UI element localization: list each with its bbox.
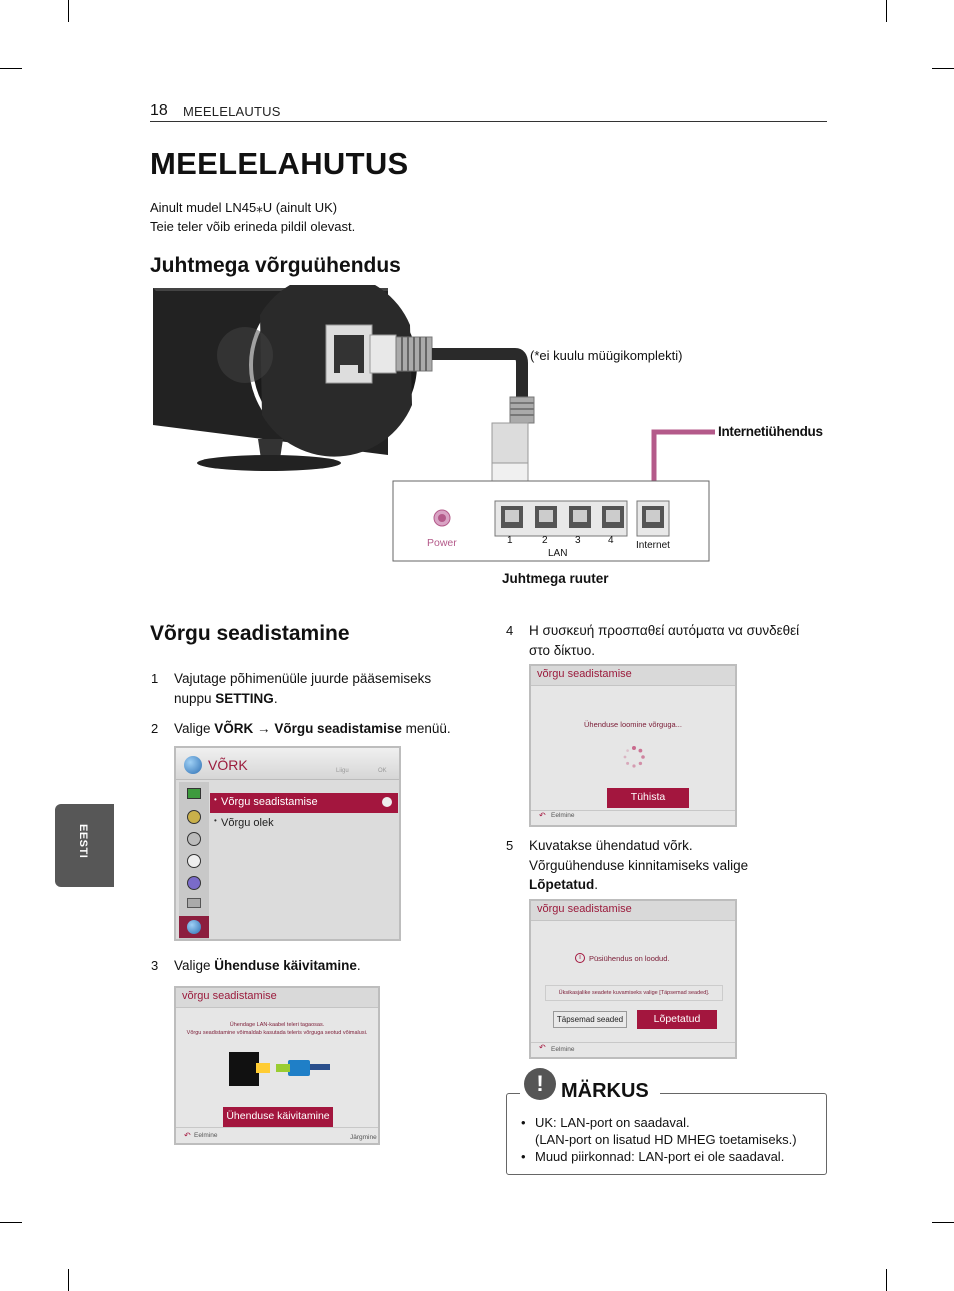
- globe-icon: [187, 920, 201, 934]
- divider: [176, 1127, 378, 1128]
- back-icon: ↶: [539, 811, 546, 820]
- prev-button[interactable]: Eelmine: [194, 1132, 218, 1139]
- network-icon-selected[interactable]: [179, 916, 209, 938]
- ok-icon: [382, 797, 392, 807]
- back-icon: ↶: [539, 1043, 546, 1052]
- crop-mark: [68, 1269, 69, 1291]
- router-caption: Juhtmega ruuter: [502, 571, 609, 586]
- step-text: menüü.: [401, 721, 451, 736]
- note-title: MÄRKUS: [561, 1080, 649, 1102]
- lan-port-number: 2: [542, 535, 548, 546]
- instruction-line: Ühendage LAN-kaabel teleri tagaosas.: [229, 1022, 325, 1028]
- note-text: (LAN-port on lisatud HD MHEG toetamiseks.): [535, 1132, 797, 1147]
- spinner-icon: [623, 746, 645, 768]
- step-text: στο δίκτυο.: [529, 643, 595, 658]
- crop-mark: [886, 0, 887, 22]
- screen-title: võrgu seadistamise: [531, 666, 735, 686]
- crop-mark: [886, 1269, 887, 1291]
- lock-icon[interactable]: [187, 876, 201, 890]
- note-list: [521, 1114, 797, 1165]
- screen-connect: [174, 986, 380, 1145]
- screen-progress: [529, 664, 737, 827]
- back-icon: ↶: [184, 1131, 191, 1140]
- info-icon: i: [575, 953, 585, 963]
- step-text: Valige: [174, 721, 215, 736]
- step-text: Valige: [174, 958, 215, 973]
- lan-cable-icon: [310, 1064, 330, 1070]
- step-text: .: [273, 691, 278, 706]
- crop-mark: [932, 1222, 954, 1223]
- crop-mark: [932, 68, 954, 69]
- step-number: 1: [151, 671, 159, 686]
- language-tab: [55, 804, 114, 887]
- menu-title: VÕRK: [208, 757, 248, 773]
- lan-port-number: 4: [608, 535, 614, 546]
- start-connection-button[interactable]: Ühenduse käivitamine: [223, 1107, 333, 1127]
- crop-mark: [0, 1222, 22, 1223]
- crop-mark: [0, 68, 22, 69]
- step-number: 4: [506, 623, 514, 638]
- screen-title: võrgu seadistamise: [176, 988, 378, 1008]
- setup-heading: Võrgu seadistamine: [150, 622, 350, 645]
- screen-done: [529, 899, 737, 1059]
- step-text: Vajutage põhimenüüle juurde pääsemiseks: [174, 671, 432, 686]
- intro-line: Ainult mudel LN45⁎U (ainult UK): [150, 200, 338, 215]
- bullet: •: [214, 816, 217, 825]
- power-label: Power: [427, 537, 457, 549]
- exclamation-icon: !: [524, 1068, 556, 1100]
- menu-item-network-setup[interactable]: [210, 793, 398, 813]
- note-text: UK: LAN-port on saadaval.: [535, 1115, 690, 1130]
- note-text: Muud piirkonnad: LAN-port ei ole saadaval.: [535, 1149, 785, 1164]
- internet-port-label: Internet: [636, 540, 670, 551]
- option-icon[interactable]: [187, 898, 201, 908]
- lan-label: LAN: [548, 548, 568, 559]
- divider: [531, 810, 735, 811]
- menu-item-label: Võrgu olek: [221, 817, 274, 829]
- step-number: 2: [151, 721, 159, 736]
- step-bold: Võrgu seadistamise: [274, 721, 402, 736]
- tv-icon[interactable]: [187, 788, 201, 799]
- step-number: 5: [506, 838, 514, 853]
- note-item: [521, 1148, 797, 1165]
- lan-plug-icon: [256, 1063, 270, 1073]
- lan-plug-icon: [276, 1064, 290, 1072]
- step-text: nuppu: [174, 691, 216, 706]
- header-rule: [150, 121, 827, 122]
- step-3: [174, 956, 361, 976]
- language-tab-label: EESTI: [77, 824, 89, 859]
- running-header: MEELELAUTUS: [183, 104, 281, 119]
- step-2: [174, 719, 451, 739]
- step-text: Η συσκευή προσπαθεί αυτόματα να συνδεθεί: [529, 623, 800, 638]
- step-number: 3: [151, 958, 159, 973]
- bullet: •: [521, 1149, 526, 1164]
- menu-item-label: Võrgu seadistamise: [221, 796, 318, 808]
- step-text: .: [356, 958, 361, 973]
- internet-cable: [654, 432, 715, 485]
- tv-stand: [197, 455, 341, 471]
- lan-port-number: 1: [507, 535, 513, 546]
- screen-network-menu: [174, 746, 401, 941]
- crop-mark: [68, 0, 69, 22]
- instruction-line: Võrgu seadistamine võimaldab kasutada teleris võrguga seotud võimalusi.: [186, 1030, 368, 1036]
- prev-button[interactable]: Eelmine: [551, 812, 575, 819]
- success-message: Püsiühendus on loodud.: [589, 954, 670, 963]
- cancel-button[interactable]: Tühista: [607, 788, 689, 808]
- step-bold: Lõpetatud: [529, 877, 595, 892]
- tv-icon: [229, 1052, 259, 1086]
- intro-line: Teie teler võib erineda pildil olevast.: [150, 219, 356, 234]
- menu-icon-column: [179, 782, 209, 939]
- clock-icon[interactable]: [187, 854, 201, 868]
- audio-icon[interactable]: [187, 832, 201, 846]
- menu-item-network-status[interactable]: [210, 814, 398, 834]
- step-text: .: [594, 877, 599, 892]
- step-arrow: →: [253, 721, 275, 736]
- step-text: Kuvatakse ühendatud võrk.: [529, 838, 693, 853]
- advanced-settings-button[interactable]: Täpsemad seaded: [553, 1011, 627, 1028]
- bullet: •: [214, 795, 217, 804]
- divider: [531, 1042, 735, 1043]
- picture-icon[interactable]: [187, 810, 201, 824]
- hint-move: Liigu: [336, 768, 349, 774]
- not-included-note: (*ei kuulu müügikomplekti): [530, 348, 683, 363]
- lan-cable: [432, 354, 522, 397]
- hint-ok: OK: [378, 768, 387, 774]
- done-button[interactable]: Lõpetatud: [637, 1010, 717, 1029]
- progress-message: Ühenduse loomine võrguga...: [584, 720, 682, 729]
- step-1: [174, 669, 431, 709]
- lan-port-number: 3: [575, 535, 581, 546]
- step-text: Võrguühenduse kinnitamiseks valige: [529, 857, 749, 873]
- step-bold: SETTING: [215, 691, 274, 706]
- next-button[interactable]: Järgmine: [350, 1134, 377, 1141]
- step-bold: VÕRK: [214, 721, 254, 736]
- advanced-hint: Üksikasjalike seadete kuvamiseks valige [Täpsemad seaded].: [545, 985, 723, 1001]
- step-5: [529, 836, 748, 895]
- step-4: [529, 621, 799, 661]
- note-item: [521, 1114, 797, 1148]
- page-number: 18: [150, 102, 168, 119]
- bullet: •: [521, 1115, 526, 1130]
- globe-icon: [184, 756, 202, 774]
- lan-plug-icon: [288, 1060, 310, 1076]
- step-bold: Ühenduse käivitamine: [214, 958, 357, 973]
- page-title: MEELELAHUTUS: [150, 146, 409, 181]
- wired-heading: Juhtmega võrguühendus: [150, 254, 401, 277]
- intro-text: [150, 198, 355, 236]
- internet-label: Internetiühendus: [718, 424, 823, 439]
- screen-title: võrgu seadistamise: [531, 901, 735, 921]
- prev-button[interactable]: Eelmine: [551, 1046, 575, 1053]
- rj45-plug: [370, 335, 396, 373]
